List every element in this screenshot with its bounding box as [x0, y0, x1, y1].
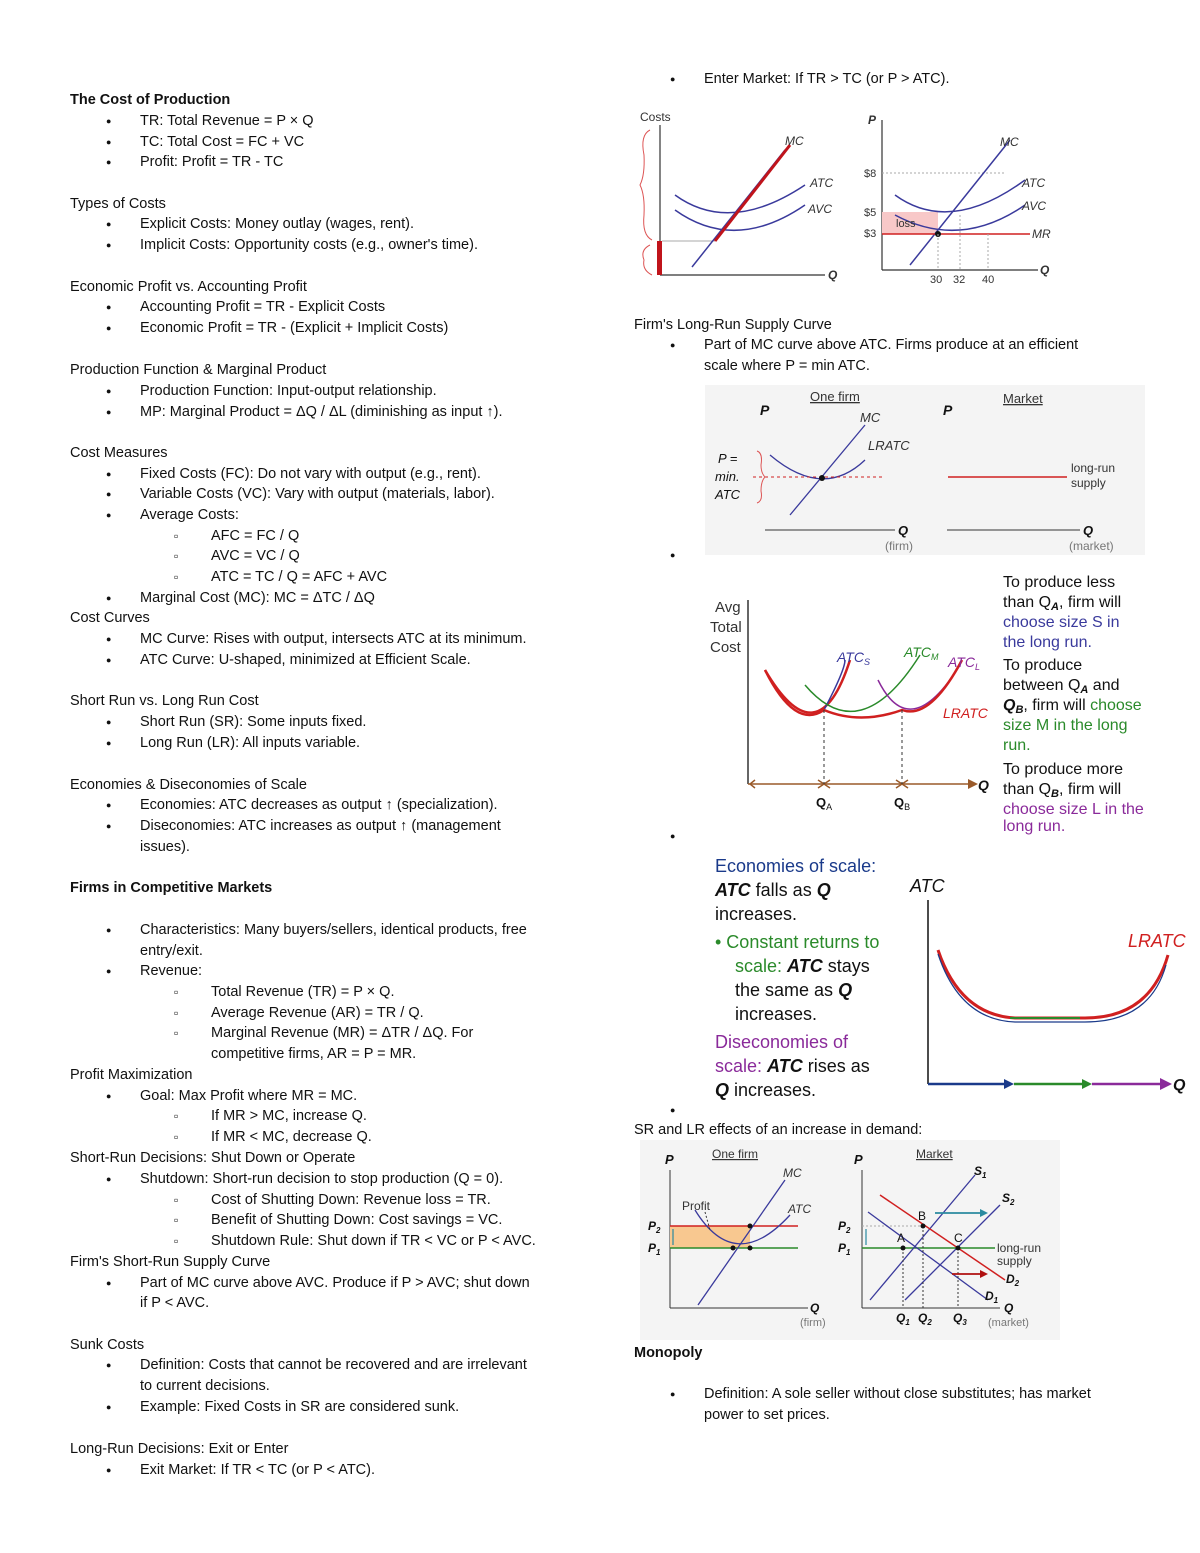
label-q: Q [978, 777, 989, 793]
sub-list-item: ▫ Shutdown Rule: Shut down if TR < VC or P < AVC. [70, 1231, 536, 1251]
atc-l-curve [878, 665, 960, 709]
list-item: ● TC: Total Cost = FC + VC [70, 132, 304, 152]
plant-size-figure [700, 570, 1195, 820]
label-market-p2: $P_2$ [838, 1219, 851, 1235]
label-p-eq: P = [718, 451, 738, 466]
list-item: ● MC Curve: Rises with output, intersects ATC at its minimum. [70, 629, 527, 649]
list-item: ● Long Run (LR): All inputs variable. [70, 733, 360, 753]
sub-list-item: ▫ If MR < MC, decrease Q. [70, 1127, 372, 1147]
text-less-3: choose size S in [1003, 614, 1120, 631]
label-market: Market [916, 1147, 953, 1161]
list-item-continuation: to current decisions. [140, 1378, 270, 1394]
label-market-paren: (market) [1069, 539, 1114, 553]
label-atcm: $ATC_M$ [904, 644, 939, 662]
axis-p-market: P [943, 402, 953, 418]
label-p1: $P_1$ [648, 1241, 661, 1257]
section-title-sr: Short-Run Decisions: Shut Down or Operate [70, 1150, 356, 1166]
label-qb: $Q_B$ [894, 795, 911, 812]
axis-p-market: P [854, 1152, 863, 1167]
section-title-sunk: Sunk Costs [70, 1337, 145, 1353]
list-item: ● Enter Market: If TR > TC (or P > ATC). [634, 69, 950, 89]
list-item: ● Profit: Profit = TR - TC [70, 152, 283, 172]
empty-bullet [634, 545, 644, 565]
label-c: C [954, 1231, 963, 1245]
label-min: min. [715, 469, 740, 484]
text-more-1: To produce more [1003, 761, 1124, 778]
crs-line4: increases. [735, 1004, 818, 1024]
label-long-run: long-run [997, 1241, 1042, 1255]
label-q-market: Q [1083, 523, 1094, 538]
list-item: ● Characteristics: Many buyers/sellers, identical products, free [70, 920, 527, 940]
list-item: ● Production Function: Input-output relationship. [70, 381, 437, 401]
label-atc: ATC [1022, 176, 1046, 190]
section-title-prod: Production Function & Marginal Product [70, 362, 327, 378]
eos-line1: Economies of scale: [715, 856, 877, 876]
list-item: ● Economies: ATC decreases as output ↑ (specialization). [70, 795, 498, 815]
label-avg: Avg [715, 599, 741, 616]
section-title-monopoly: Monopoly [634, 1345, 703, 1361]
label-loss: loss [896, 218, 916, 230]
economies-of-scale-figure [710, 850, 1195, 1105]
label-a: A [897, 1231, 906, 1245]
label-firm: (firm) [800, 1317, 826, 1329]
label-total: Total [710, 619, 742, 636]
axis-p-firm: P [665, 1152, 674, 1167]
label-q3: $Q_3$ [953, 1311, 967, 1327]
point [748, 1224, 753, 1229]
label-mr: MR [1032, 227, 1051, 241]
label-firm: (firm) [885, 539, 913, 553]
axis-label-costs: Costs [640, 110, 671, 124]
list-item: ● Explicit Costs: Money outlay (wages, rent). [70, 214, 414, 234]
label-avc: AVC [808, 202, 833, 216]
section-title-firms: Firms in Competitive Markets [70, 880, 273, 896]
list-item: ● Part of MC curve above AVC. Produce if P > AVC; shut down [70, 1273, 530, 1293]
label-lratc: LRATC [868, 438, 910, 453]
label-profit: Profit [682, 1199, 711, 1213]
label-supply: supply [997, 1254, 1032, 1268]
crs-line2: scale: ATC stays [735, 956, 870, 976]
label-atcs: $ATC_S$ [837, 649, 870, 667]
label-lratc: LRATC [943, 705, 988, 721]
label-q: Q [828, 268, 838, 282]
list-item: ● Fixed Costs (FC): Do not vary with output (e.g., rent). [70, 464, 481, 484]
section-title-scale: Economies & Diseconomies of Scale [70, 777, 307, 793]
axis-p-firm: P [760, 402, 770, 418]
section-title-srs: Firm's Short-Run Supply Curve [70, 1254, 271, 1270]
label-cost: Cost [710, 639, 741, 656]
long-run-supply-figure [705, 385, 1145, 555]
label-atc: ATC [715, 487, 741, 502]
text-between-2: between QA and [1003, 677, 1120, 696]
dos-line3: Q increases. [715, 1080, 817, 1100]
list-item: ● Revenue: [70, 961, 202, 981]
list-item: ● Marginal Cost (MC): MC = ΔTC / ΔQ [70, 588, 375, 608]
list-item: ● Accounting Profit = TR - Explicit Costs [70, 297, 385, 317]
point-b [921, 1224, 926, 1229]
label-market: Market [1003, 391, 1043, 406]
demand-caption: SR and LR effects of an increase in demand: [634, 1122, 923, 1138]
label-atc: ATC [810, 176, 834, 190]
text-more-4: long run. [1003, 818, 1066, 835]
text-between-3: QB, firm will choose [1003, 697, 1142, 716]
eos-line3: increases. [715, 904, 798, 924]
label-atc: ATC [910, 876, 945, 896]
label-supply: supply [1071, 476, 1106, 490]
list-item-continuation: power to set prices. [704, 1407, 830, 1423]
atc-s-curve [765, 660, 850, 713]
arrowhead [1082, 1079, 1092, 1089]
label-p2: $P_2$ [648, 1219, 661, 1235]
loss-figure [860, 110, 1060, 290]
label-market-p1: $P_1$ [838, 1241, 851, 1257]
section-title-curves: Cost Curves [70, 610, 150, 626]
section-title-pm: Profit Maximization [70, 1067, 193, 1083]
sub-list-item: ▫ Marginal Revenue (MR) = ΔTR / ΔQ. For [70, 1023, 473, 1043]
text-less-2: than QA, firm will [1003, 594, 1122, 613]
point [748, 1246, 753, 1251]
label-d2: $D_2$ [1006, 1272, 1020, 1288]
label-mc: MC [860, 410, 881, 425]
dos-line1: Diseconomies of [715, 1032, 849, 1052]
section-title-cost: The Cost of Production [70, 92, 231, 108]
text-less-4: the long run. [1003, 634, 1092, 651]
sub-list-item: ▫ Benefit of Shutting Down: Cost savings = VC. [70, 1210, 502, 1230]
sub-list-item: ▫ Total Revenue (TR) = P × Q. [70, 982, 394, 1002]
label-one-firm: One firm [810, 389, 860, 404]
list-item-continuation: issues). [140, 839, 190, 855]
tick-q30: 30 [930, 274, 943, 286]
red-bar [657, 241, 662, 275]
list-item: ● Definition: A sole seller without close substitutes; has market [634, 1384, 1091, 1404]
list-item: ● Part of MC curve above ATC. Firms produce at an efficient [634, 335, 1078, 355]
axis-label-p: P [868, 113, 877, 127]
text-more-3: choose size L in the [1003, 801, 1144, 818]
dos-line2: scale: ATC rises as [715, 1056, 870, 1076]
mc-curve [910, 140, 1010, 265]
sub-list-item: ▫ AVC = VC / Q [70, 546, 300, 566]
list-item: ● Shutdown: Short-run decision to stop production (Q = 0). [70, 1169, 503, 1189]
list-item: ● TR: Total Revenue = P × Q [70, 111, 314, 131]
label-atc: ATC [788, 1202, 812, 1216]
sub-list-item: ▫ AFC = FC / Q [70, 526, 299, 546]
text-between-5: run. [1003, 737, 1031, 754]
list-item-continuation: if P < AVC. [140, 1295, 210, 1311]
section-title-lrs: Firm's Long-Run Supply Curve [634, 317, 832, 333]
label-avc: AVC [1022, 199, 1047, 213]
list-item: ● Goal: Max Profit where MR = MC. [70, 1086, 357, 1106]
text-more-2: than QB, firm will [1003, 781, 1122, 800]
label-q: Q [1173, 1077, 1186, 1094]
sub-list-continuation: competitive firms, AR = P = MR. [211, 1046, 417, 1062]
lratc-shadow [938, 954, 1166, 1022]
label-mc: MC [785, 134, 804, 148]
list-item: ● Diseconomies: ATC increases as output ↑ (management [70, 816, 501, 836]
label-b: B [918, 1209, 927, 1223]
list-item: ● Short Run (SR): Some inputs fixed. [70, 712, 366, 732]
tick-p5: $5 [864, 207, 877, 219]
tick-p3: $3 [864, 228, 877, 240]
list-item: ● Definition: Costs that cannot be recovered and are irrelevant [70, 1355, 527, 1375]
list-item: ● Average Costs: [70, 505, 239, 525]
label-qa: $Q_A$ [816, 795, 833, 812]
list-item: ● Implicit Costs: Opportunity costs (e.g., owner's time). [70, 235, 478, 255]
label-one-firm: One firm [712, 1147, 759, 1161]
tick-q40: 40 [982, 274, 995, 286]
section-title-econ: Economic Profit vs. Accounting Profit [70, 279, 307, 295]
label-q1: $Q_1$ [896, 1311, 910, 1327]
eos-line2: ATC falls as Q [715, 880, 831, 900]
label-atcl: $ATC_L$ [948, 654, 980, 672]
list-item: ● MP: Marginal Product = ΔQ / ΔL (diminishing as input ↑). [70, 402, 503, 422]
section-title-lr: Long-Run Decisions: Exit or Enter [70, 1441, 289, 1457]
label-q-firm: Q [898, 523, 909, 538]
label-q-firm: Q [810, 1301, 820, 1315]
sub-list-item: ▫ If MR > MC, increase Q. [70, 1106, 367, 1126]
text-less-1: To produce less [1003, 574, 1116, 591]
list-item: ● ATC Curve: U-shaped, minimized at Efficient Scale. [70, 650, 471, 670]
label-q2: $Q_2$ [918, 1311, 932, 1327]
label-mc: MC [783, 1166, 802, 1180]
crs-line1: • Constant returns to [715, 932, 880, 952]
list-item: ● Economic Profit = TR - (Explicit + Implicit Costs) [70, 318, 448, 338]
x-axis-arrowhead [968, 779, 978, 789]
tick-p8: $8 [864, 168, 877, 180]
list-item: ● Exit Market: If TR < TC (or P < ATC). [70, 1460, 375, 1480]
point-a [901, 1246, 906, 1251]
atc-curve [895, 180, 1025, 212]
empty-bullet [634, 1100, 644, 1120]
list-item: ● Example: Fixed Costs in SR are considered sunk. [70, 1397, 459, 1417]
tick-q32: 32 [953, 274, 966, 286]
label-lratc: LRATC [1128, 931, 1186, 951]
arrowhead [1160, 1078, 1172, 1090]
text-between-1: To produce [1003, 657, 1083, 674]
label-s2: $S_2$ [1002, 1191, 1015, 1207]
sub-list-item: ▫ ATC = TC / Q = AFC + AVC [70, 567, 387, 587]
list-item-continuation: entry/exit. [140, 943, 203, 959]
crs-line3: the same as Q [735, 980, 853, 1000]
arrowhead [1004, 1079, 1014, 1089]
label-q-market: Q [1004, 1301, 1014, 1315]
label-long-run: long-run [1071, 461, 1116, 475]
text-between-4: size M in the long [1003, 717, 1128, 734]
section-title-types: Types of Costs [70, 196, 166, 212]
point [731, 1246, 736, 1251]
label-s1: $S_1$ [974, 1164, 987, 1180]
sub-list-item: ▫ Average Revenue (AR) = TR / Q. [70, 1003, 424, 1023]
section-title-srlr: Short Run vs. Long Run Cost [70, 693, 259, 709]
cost-curves-figure [630, 105, 850, 285]
point-c [956, 1246, 961, 1251]
list-item: ● Variable Costs (VC): Vary with output (materials, labor). [70, 484, 495, 504]
atc-s-tail [824, 660, 845, 710]
label-d1: $D_1$ [985, 1289, 999, 1305]
empty-bullet [634, 826, 644, 846]
section-title-measures: Cost Measures [70, 445, 168, 461]
label-market-paren: (market) [988, 1317, 1029, 1329]
list-item-continuation: scale where P = min ATC. [704, 358, 870, 374]
sub-list-item: ▫ Cost of Shutting Down: Revenue loss = TR. [70, 1190, 491, 1210]
min-atc-point [819, 475, 825, 481]
label-mc: MC [1000, 135, 1019, 149]
label-q: Q [1040, 263, 1050, 277]
demand-increase-figure [640, 1140, 1060, 1340]
